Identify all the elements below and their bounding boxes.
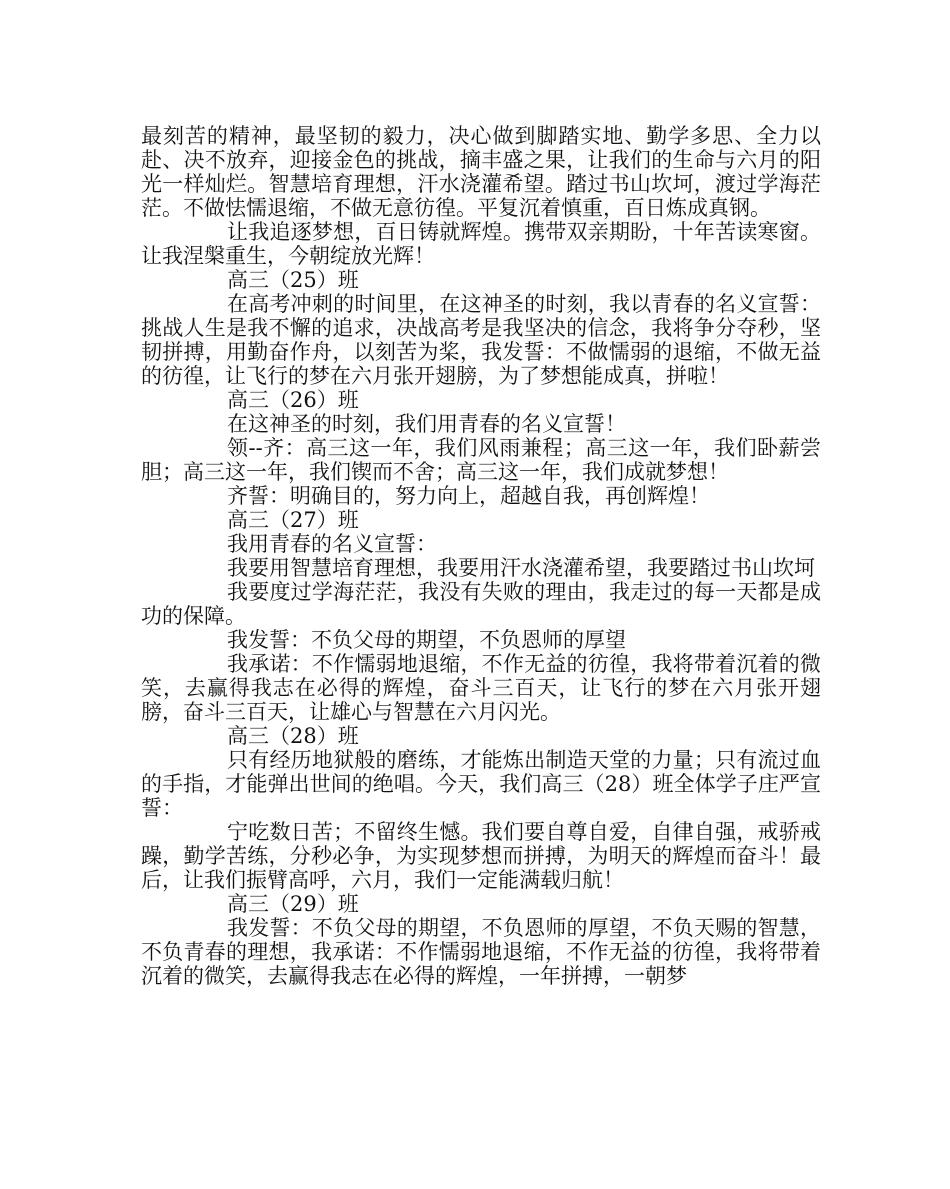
class-heading: 高三（26）班 [227,388,359,412]
paragraph: 最刻苦的精神，最坚韧的毅力，决心做到脚踏实地、勤学多思、全力以赴、决不放弃，迎接金色的挑战，摘丰盛之果，让我们的生命与六月的阳光一样灿烂。智慧培育理想，汗水浇灌希望。踏过书山坎坷，渡过学海茫茫。不做怯懦退缩，不做无意彷徨。平复沉着慎重，百日炼成真钢。 [141,124,821,220]
paragraph: 齐誓：明确目的，努力向上，超越自我，再创辉煌！ [227,484,710,508]
paragraph: 我发誓：不负父母的期望，不负恩师的厚望 [227,628,626,652]
paragraph: 我承诺：不作懦弱地退缩，不作无益的彷徨，我将带着沉着的微笑，去赢得我志在必得的辉煌，奋斗三百天，让飞行的梦在六月张开翅膀，奋斗三百天，让雄心与智慧在六月闪光。 [141,652,821,724]
document-body [141,124,821,988]
paragraph: 我要度过学海茫茫，我没有失败的理由，我走过的每一天都是成功的保障。 [141,580,821,628]
paragraph: 我用青春的名义宣誓： [227,532,437,556]
paragraph: 在高考冲刺的时间里，在这神圣的时刻，我以青春的名义宣誓：挑战人生是我不懈的追求，决战高考是我坚决的信念，我将争分夺秒，坚韧拼搏，用勤奋作舟，以刻苦为桨，我发誓：不做懦弱的退缩，不做无益的彷徨，让飞行的梦在六月张开翅膀，为了梦想能成真，拼啦！ [141,292,821,388]
paragraph: 我要用智慧培育理想，我要用汗水浇灌希望，我要踏过书山坎坷 [227,556,815,580]
paragraph: 我发誓：不负父母的期望，不负恩师的厚望，不负天赐的智慧，不负青春的理想，我承诺：不作懦弱地退缩，不作无益的彷徨，我将带着沉着的微笑，去赢得我志在必得的辉煌，一年拼搏，一朝梦 [141,916,821,988]
class-heading: 高三（28）班 [227,724,359,748]
class-heading: 高三（25）班 [227,268,359,292]
class-heading: 高三（27）班 [227,508,359,532]
paragraph: 领--齐：高三这一年，我们风雨兼程；高三这一年，我们卧薪尝胆；高三这一年，我们锲而不舍；高三这一年，我们成就梦想！ [141,436,821,484]
paragraph: 让我追逐梦想，百日铸就辉煌。携带双亲期盼，十年苦读寒窗。让我涅槃重生，今朝绽放光辉！ [141,220,821,268]
class-heading: 高三（29）班 [227,892,359,916]
paragraph: 在这神圣的时刻，我们用青春的名义宣誓！ [227,412,626,436]
paragraph: 只有经历地狱般的磨练，才能炼出制造天堂的力量；只有流过血的手指，才能弹出世间的绝唱。今天，我们高三（28）班全体学子庄严宣誓： [141,748,821,820]
paragraph: 宁吃数日苦；不留终生憾。我们要自尊自爱，自律自强，戒骄戒躁，勤学苦练，分秒必争，为实现梦想而拼搏，为明天的辉煌而奋斗！最后，让我们振臂高呼，六月，我们一定能满载归航！ [141,820,821,892]
